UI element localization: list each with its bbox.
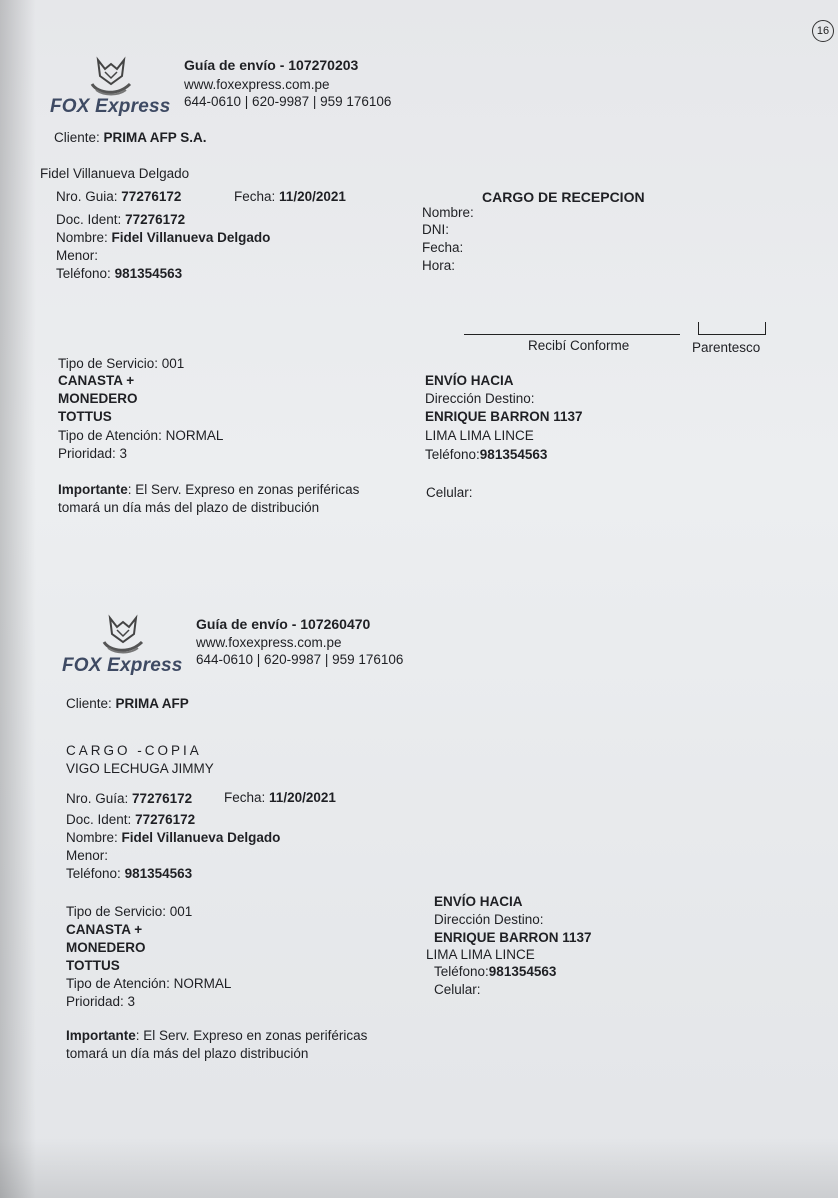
item-3: TOTTUS [58,409,112,424]
nro-guia: Nro. Guía: 77276172 [66,791,193,806]
nro-guia: Nro. Guia: 77276172 [56,189,182,204]
direccion-value: ENRIQUE BARRON 1137 [434,930,592,945]
person-name: Fidel Villanueva Delgado [40,166,190,181]
envio-hacia: ENVÍO HACIA [425,373,514,388]
page-shadow-bottom [0,1138,838,1198]
prioridad: Prioridad: 3 [66,994,136,1009]
signature-line [464,334,680,335]
doc-ident: Doc. Ident: 77276172 [66,812,196,827]
client: Cliente: PRIMA AFP S.A. [54,130,207,145]
telefono: Teléfono: 981354563 [66,866,193,881]
telefono-destino: Teléfono:981354563 [425,447,548,462]
cargo-copia: CARGO -COPIA [66,743,202,758]
parentesco-tick-left [698,322,699,335]
person-name: VIGO LECHUGA JIMMY [66,761,214,776]
nombre: Nombre: Fidel Villanueva Delgado [56,230,271,245]
tipo-atencion: Tipo de Atención: NORMAL [66,976,232,991]
importante-note: Importante: El Serv. Expreso en zonas periféricas [58,482,360,497]
importante-note-line2: tomará un día más del plazo de distribución [58,500,320,515]
direccion-label: Dirección Destino: [434,912,544,927]
recibi-conforme: Recibí Conforme [528,338,630,353]
item-3: TOTTUS [66,958,120,973]
fecha: Fecha: 11/20/2021 [234,189,346,204]
fecha: Fecha: 11/20/2021 [224,790,336,805]
parentesco-tick-right [765,322,766,335]
page-shadow [0,0,36,1198]
distrito: LIMA LIMA LINCE [426,947,535,962]
parentesco-line [698,334,766,335]
cargo-nombre: Nombre: [422,205,474,220]
celular: Celular: [426,485,473,500]
phones: 644-0610 | 620-9987 | 959 176106 [184,94,392,109]
envio-hacia: ENVÍO HACIA [434,894,523,909]
nombre: Nombre: Fidel Villanueva Delgado [66,830,281,845]
menor: Menor: [56,248,99,263]
celular: Celular: [434,982,481,997]
item-2: MONEDERO [66,940,146,955]
cargo-title: CARGO DE RECEPCION [482,189,645,205]
tipo-atencion: Tipo de Atención: NORMAL [58,428,224,443]
direccion-label: Dirección Destino: [425,391,535,406]
cargo-hora: Hora: [422,258,456,273]
item-1: CANASTA + [66,922,143,937]
doc-ident: Doc. Ident: 77276172 [56,212,186,227]
importante-note: Importante: El Serv. Expreso en zonas periféricas [66,1028,368,1043]
client: Cliente: PRIMA AFP [66,696,189,711]
website: www.foxexpress.com.pe [196,635,342,650]
phones: 644-0610 | 620-9987 | 959 176106 [196,652,404,667]
fox-logo-icon [88,54,134,100]
menor: Menor: [66,848,109,863]
cargo-fecha: Fecha: [422,240,464,255]
website: www.foxexpress.com.pe [184,77,330,92]
direccion-value: ENRIQUE BARRON 1137 [425,409,583,424]
cargo-dni: DNI: [422,222,449,237]
tipo-servicio: Tipo de Servicio: 001 [58,356,185,371]
importante-note-line2: tomará un día más del plazo distribución [66,1046,309,1061]
brand-name: FOX Express [50,96,171,117]
parentesco: Parentesco [692,340,761,355]
fox-logo-icon [100,612,146,658]
telefono: Teléfono: 981354563 [56,266,183,281]
distrito: LIMA LIMA LINCE [425,428,534,443]
tipo-servicio: Tipo de Servicio: 001 [66,904,193,919]
guide-title: Guía de envío - 107260470 [196,616,371,632]
item-2: MONEDERO [58,391,138,406]
telefono-destino: Teléfono:981354563 [434,964,557,979]
page-number-stamp: 16 [812,20,834,42]
guide-title: Guía de envío - 107270203 [184,57,359,73]
item-1: CANASTA + [58,373,135,388]
brand-name: FOX Express [62,655,183,676]
prioridad: Prioridad: 3 [58,446,128,461]
